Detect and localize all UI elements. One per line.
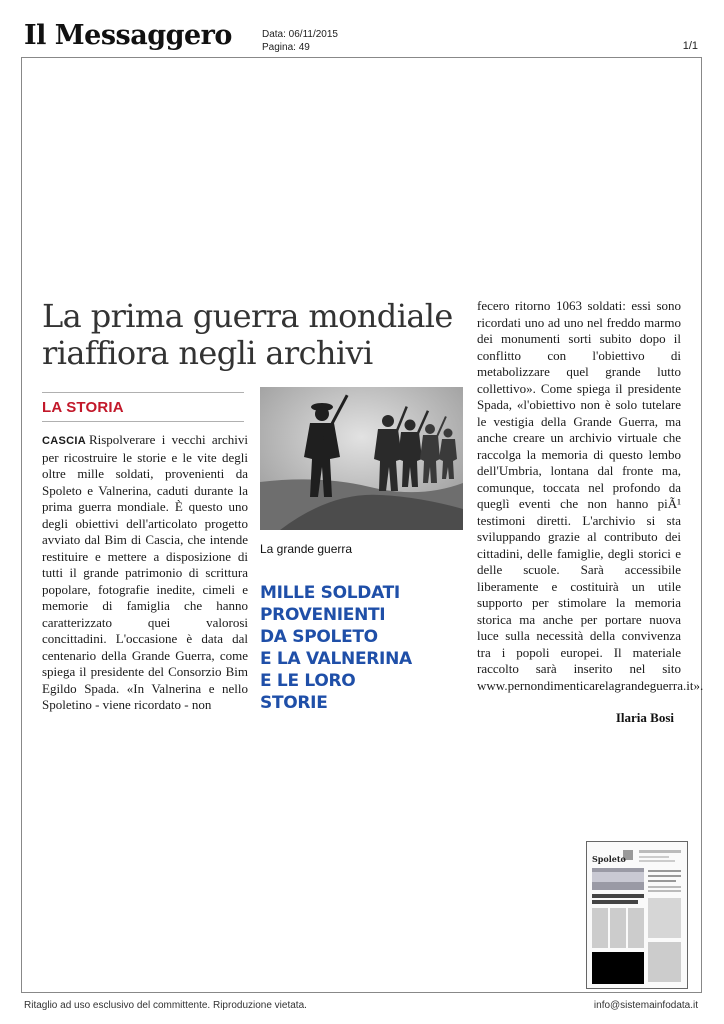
pull-quote bbox=[260, 582, 460, 714]
headline-line-2: riaffiora negli archivi bbox=[42, 334, 373, 372]
pull-quote-line: E LE LORO bbox=[260, 671, 356, 691]
footer-disclaimer: Ritaglio ad uso esclusivo del committente. Riproduzione vietata. bbox=[24, 1000, 307, 1011]
article-author: Ilaria Bosi bbox=[615, 710, 674, 725]
pull-quote-line: MILLE SOLDATI bbox=[260, 583, 400, 603]
page-count: 1/1 bbox=[682, 40, 698, 52]
pull-quote-line: STORIE bbox=[260, 693, 328, 713]
pull-quote-line: DA SPOLETO bbox=[260, 627, 378, 647]
rubric-divider-bottom bbox=[42, 421, 244, 422]
clipping-meta bbox=[262, 28, 338, 54]
pull-quote-line: E LA VALNERINA bbox=[260, 649, 412, 669]
clipping-date: Data: 06/11/2015 bbox=[262, 29, 338, 40]
footer-email[interactable]: info@sistemainfodata.it bbox=[593, 1000, 698, 1011]
section-rubric: LA STORIA bbox=[42, 399, 124, 416]
thumbnail-section-title: Spoleto bbox=[592, 854, 626, 864]
column-1-text: Rispolverare i vecchi archivi per ricostruire le storie e le vite degli oltre mille soldati, provenienti da Spoleto e Valnerina, caduti durante la prima guerra mondiale. È questo uno degli obiettivi dell'articolato progetto avviato dal Bim di Cascia, che intende restituire e mettere a disposizione di tutti il grande patrimonio di scrittura popolare, fotografie inedite, cimeli e memorie di famiglia che hanno caratterizzato quei valorosi concittadini. L'occasione è data dal centenario della Grande Guerra, come spiega il presidente del Consorzio Bim Egildo Spada. «In Valnerina e nello Spoletino - viene ricordato - non bbox=[42, 432, 248, 712]
soldiers-marching-icon bbox=[260, 387, 463, 530]
newspaper-masthead: Il Messaggero bbox=[24, 20, 232, 51]
article-dateline: CASCIA bbox=[42, 435, 86, 447]
headline-line-1: La prima guerra mondiale bbox=[42, 297, 453, 335]
rubric-divider-top bbox=[42, 392, 244, 393]
column-3-text: fecero ritorno 1063 soldati: essi sono ricordati uno ad uno nel freddo marmo dei monumenti sorti subito dopo il conflitto con l'obiettivo di metabolizzare quel grande lutto collettivo». Come spiega il presidente Spada, «l'obiettivo non è solo tutelare le vestigia della Grande Guerra, ma anche creare un archivio virtuale che raccolga la memoria di questo lembo dell'Umbria, lontana dal fronte ma, comunque, toccata nel profondo da queglì eventi che non hanno piÃ¹ testimoni diretti. L'archivio si sta sviluppando grazie al contributo dei cittadini, delle famiglie, degli storici e delle scuole. Sarà accessibile liberamente e costituirà un utile supporto per stimolare la memoria storica ma anche per portare nuova luce sulla necessità della convivenza tra i popoli europei. Il materiale raccolto sarà inserito nel sito www.pernondimenticarelagrandeguerra.it». bbox=[477, 298, 704, 693]
clipping-page: Pagina: 49 bbox=[262, 42, 310, 53]
pull-quote-line: PROVENIENTI bbox=[260, 605, 386, 625]
article-column-1 bbox=[42, 432, 248, 714]
page-thumbnail bbox=[586, 841, 688, 989]
soldiers-photo bbox=[260, 387, 463, 530]
article-column-3 bbox=[477, 298, 704, 694]
article-headline bbox=[42, 298, 472, 372]
photo-caption: La grande guerra bbox=[260, 542, 353, 556]
